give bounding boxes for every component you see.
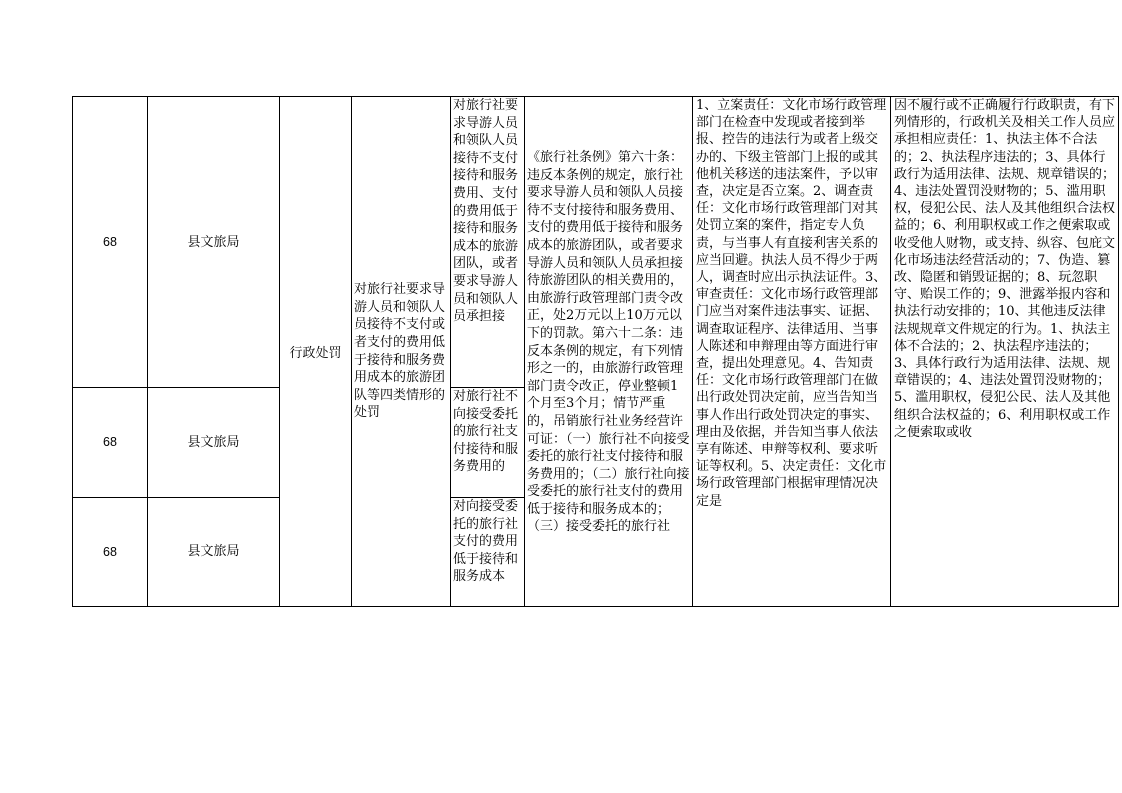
sub-items-cell [451, 97, 525, 607]
row-number: 68 [73, 97, 148, 388]
legal-basis-text: 《旅行社条例》第六十条：违反本条例的规定，旅行社要求导游人员和领队人员接待不支付接待和服务费用、支付的费用低于接待和服务成本的旅游团队，或者要求导游人员和领队人员承担接待旅游团队的相关费用的，由旅游行政管理部门责令改正，处2万元以上10万元以下的罚款。第六十二条：违反本条例的规定，有下列情形之一的，由旅游行政管理部门责令改正，停业整顿1个月至3个月；情节严重的，吊销旅行社业务经营许可证：（一）旅行社不向接受委托的旅行社支付接待和服务费用的；（二）旅行社向接受委托的旅行社支付的费用低于接待和服务成本的；（三）接受委托的旅行社 [527, 150, 690, 535]
responsibility-table [72, 96, 1119, 607]
row-number: 68 [73, 497, 148, 606]
accountability-cell [891, 97, 1119, 607]
penalty-type: 行政处罚 [280, 97, 352, 607]
legal-basis-cell [525, 97, 693, 607]
department: 县文旅局 [148, 388, 280, 497]
department: 县文旅局 [148, 97, 280, 388]
sub-item-1: 对旅行社要求导游人员和领队人员接待不支付接待和服务费用、支付的费用低于接待和服务成本的旅游团队，或者要求导游人员和领队人员承担接 [451, 97, 524, 388]
responsibility-cell [693, 97, 891, 607]
item-name: 对旅行社要求导游人员和领队人员接待不支付或者支付的费用低于接待和服务费用成本的旅游团队等四类情形的处罚 [352, 97, 451, 607]
row-number: 68 [73, 388, 148, 497]
department: 县文旅局 [148, 497, 280, 606]
accountability-text: 因不履行或不正确履行行政职责，有下列情形的，行政机关及相关工作人员应承担相应责任：1、执法主体不合法的；2、执法程序违法的；3、具体行政行为适用法律、法规、规章错误的；4、违法处置罚没财物的；5、滥用职权，侵犯公民、法人及其他组织合法权益的；6、利用职权或工作之便索取或收受他人财物，或支持、纵容、包庇文化市场违法经营活动的；7、伪造、篡改、隐匿和销毁证据的；8、玩忽职守、贻误工作的；9、泄露举报内容和执法行动安排的；10、其他违反法律法规规章文件规定的行为。1、执法主体不合法的；2、执法程序违法的；3、具体行政行为适用法律、法规、规章错误的；4、违法处置罚没财物的；5、滥用职权，侵犯公民、法人及其他组织合法权益的；6、利用职权或工作之便索取或收 [894, 98, 1116, 440]
sub-item-3: 对向接受委托的旅行社支付的费用低于接待和服务成本 [453, 499, 519, 585]
responsibility-text: 1、立案责任：文化市场行政管理部门在检查中发现或者接到举报、控告的违法行为或者上级交办的、下级主管部门上报的或其他机关移送的违法案件，予以审查，决定是否立案。2、调查责任：文化市场行政管理部门对其处罚立案的案件，指定专人负责，与当事人有直接利害关系的应当回避。执法人员不得少于两人，调查时应出示执法证件。3、审查责任：文化市场行政管理部门应当对案件违法事实、证据、调查取证程序、法律适用、当事人陈述和申辩理由等方面进行审查，提出处理意见。4、告知责任：文化市场行政管理部门在做出行政处罚决定前，应当告知当事人作出行政处罚决定的事实、理由及依据，并告知当事人依法享有陈述、申辩等权利、要求听证等权利。5、决定责任：文化市场行政管理部门根据审理情况决定是 [696, 98, 887, 509]
sub-item-2: 对旅行社不向接受委托的旅行社支付接待和服务费用的 [451, 388, 524, 498]
